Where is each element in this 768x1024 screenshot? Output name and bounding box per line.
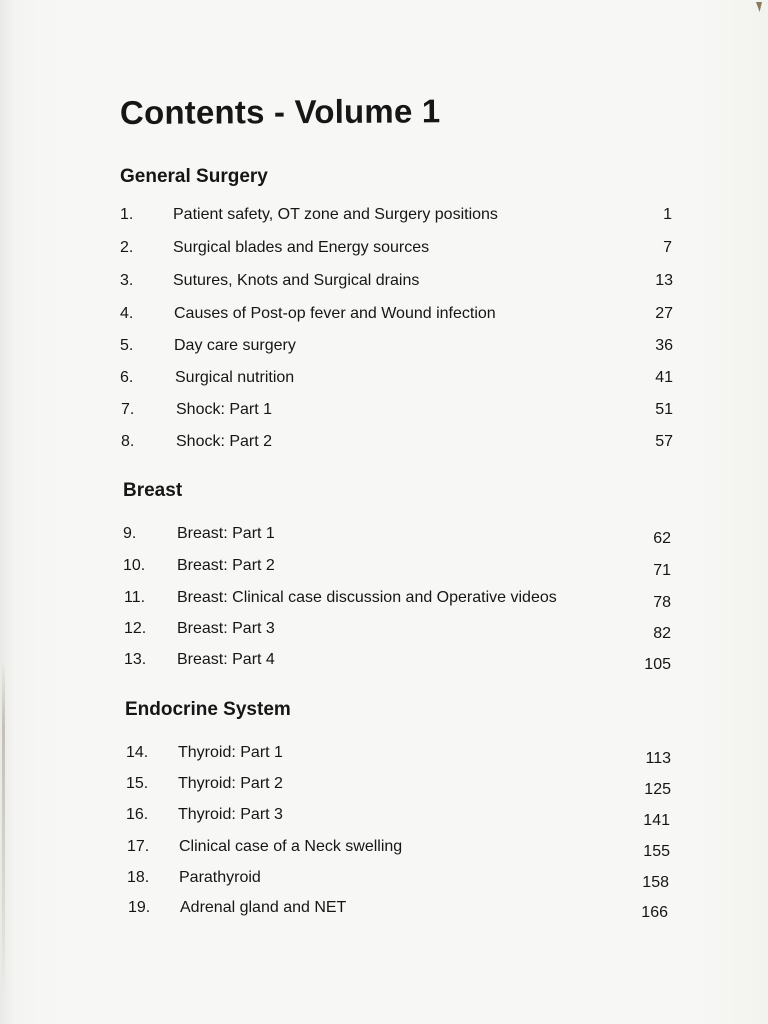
entry-page: 113 <box>645 750 671 767</box>
entry-page: 41 <box>655 369 673 386</box>
entry-number: 14. <box>126 744 149 761</box>
entry-title: Day care surgery <box>174 337 296 354</box>
corner-mark <box>756 2 762 12</box>
section-heading: General Surgery <box>120 166 268 187</box>
entry-title: Breast: Part 4 <box>177 651 275 668</box>
entry-number: 13. <box>124 651 147 668</box>
page-edge-shadow <box>2 660 5 1000</box>
entry-page: 105 <box>644 656 671 673</box>
entry-page: 158 <box>642 874 669 891</box>
entry-title: Breast: Part 3 <box>177 620 275 637</box>
entry-title: Sutures, Knots and Surgical drains <box>173 272 420 289</box>
section-heading: Endocrine System <box>125 699 291 720</box>
section-heading: Breast <box>123 480 183 501</box>
entry-page: 36 <box>655 337 673 354</box>
entry-page: 7 <box>663 239 672 256</box>
entry-number: 4. <box>120 305 134 322</box>
entry-title: Parathyroid <box>179 869 261 886</box>
entry-page: 62 <box>653 530 671 547</box>
entry-page: 57 <box>655 433 673 450</box>
entry-title: Thyroid: Part 1 <box>178 744 283 761</box>
entry-title: Patient safety, OT zone and Surgery positions <box>173 206 498 223</box>
entry-title: Breast: Clinical case discussion and Operative videos <box>177 589 557 606</box>
entry-number: 8. <box>121 433 135 450</box>
entry-number: 5. <box>120 337 134 354</box>
entry-number: 7. <box>121 401 135 418</box>
entry-number: 17. <box>127 838 150 855</box>
entry-number: 15. <box>126 775 149 792</box>
entry-number: 11. <box>124 589 146 606</box>
entry-title: Shock: Part 2 <box>176 433 273 450</box>
page-title: Contents - Volume 1 <box>119 92 441 131</box>
entry-page: 125 <box>644 781 671 798</box>
entry-number: 16. <box>126 806 149 823</box>
entry-page: 78 <box>653 594 671 611</box>
entry-title: Surgical nutrition <box>175 369 295 386</box>
entry-title: Causes of Post-op fever and Wound infection <box>174 305 496 322</box>
entry-title: Clinical case of a Neck swelling <box>179 838 403 855</box>
entry-number: 2. <box>120 239 134 256</box>
entry-page: 155 <box>643 843 670 860</box>
entry-number: 19. <box>128 899 151 916</box>
entry-number: 1. <box>120 206 134 223</box>
entry-page: 27 <box>655 305 673 322</box>
entry-page: 82 <box>653 625 671 642</box>
entry-page: 71 <box>653 562 671 579</box>
entry-page: 13 <box>655 272 673 289</box>
entry-page: 51 <box>655 401 673 418</box>
entry-title: Thyroid: Part 2 <box>178 775 283 792</box>
entry-title: Shock: Part 1 <box>176 401 273 418</box>
entry-title: Surgical blades and Energy sources <box>173 239 430 256</box>
entry-page: 141 <box>643 812 670 829</box>
entry-number: 3. <box>120 272 134 289</box>
entry-number: 18. <box>127 869 150 886</box>
entry-number: 10. <box>123 557 146 574</box>
entry-number: 6. <box>120 369 134 386</box>
entry-title: Thyroid: Part 3 <box>178 806 283 823</box>
entry-number: 12. <box>124 620 147 637</box>
entry-title: Breast: Part 2 <box>177 557 275 574</box>
entry-number: 9. <box>123 525 137 542</box>
entry-title: Adrenal gland and NET <box>180 899 347 916</box>
entry-page: 166 <box>641 904 668 921</box>
entry-page: 1 <box>663 206 672 223</box>
entry-title: Breast: Part 1 <box>177 525 275 542</box>
